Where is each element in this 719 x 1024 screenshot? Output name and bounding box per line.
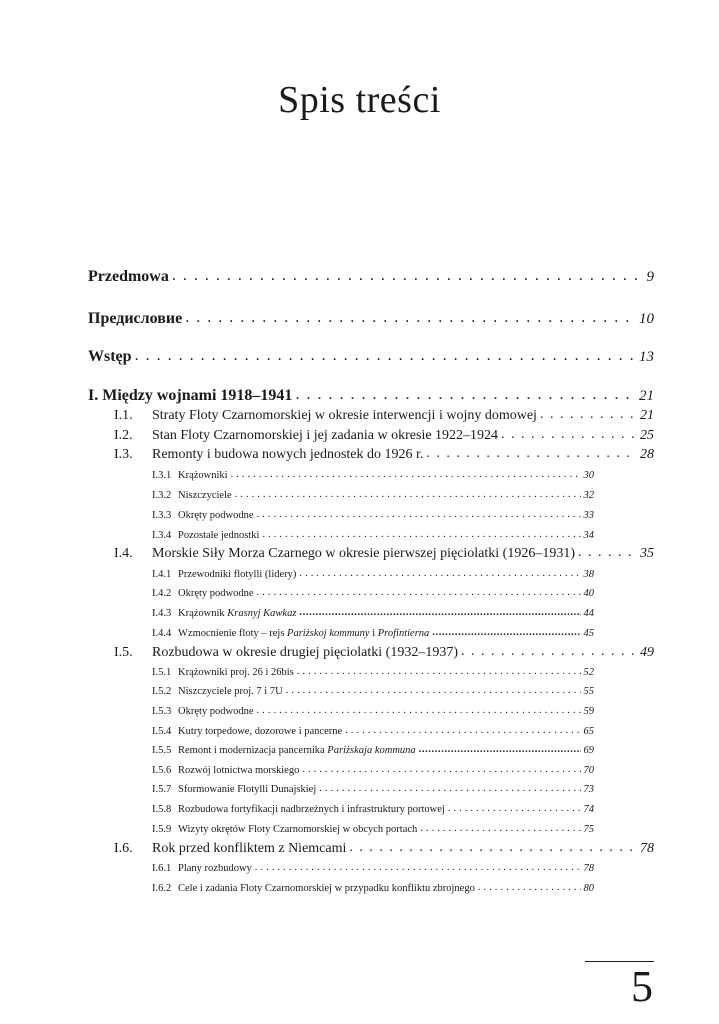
dot-leader <box>461 645 637 660</box>
toc-entry-page: 30 <box>583 470 594 481</box>
toc-entry-title: Niszczyciele <box>178 490 232 501</box>
toc-entry-subsection[interactable] <box>152 804 594 815</box>
toc-entry-page: 40 <box>583 588 594 599</box>
toc-entry-number: I.6. <box>114 841 133 856</box>
toc-entry-title: I. Między wojnami 1918–1941 <box>88 387 293 404</box>
toc-entry-page: 25 <box>640 428 654 443</box>
dot-leader <box>319 784 580 794</box>
toc-entry-subsection[interactable] <box>152 784 594 795</box>
toc-entry-title-mid: i <box>369 628 378 639</box>
toc-entry-title: Krążowniki <box>178 470 228 481</box>
toc-entry-page: 10 <box>639 311 654 327</box>
dot-leader <box>135 348 636 365</box>
toc-entry-number: I.5. <box>114 645 133 660</box>
page-number: 5 <box>631 962 653 1011</box>
toc-entry-subsection[interactable] <box>152 490 594 501</box>
toc-entry-subsection[interactable] <box>152 530 594 541</box>
toc-entry-number: I.5.2 <box>152 686 172 697</box>
toc-entry-section[interactable] <box>114 447 654 463</box>
dot-leader <box>262 530 580 540</box>
toc-entry-number: I.1. <box>114 408 133 423</box>
toc-entry-number: I.3.2 <box>152 490 172 501</box>
dot-leader <box>185 310 636 327</box>
toc-entry-chapter-1[interactable] <box>88 387 654 405</box>
toc-entry-subsection[interactable] <box>152 745 594 756</box>
toc-entry-title: Rozbudowa w okresie drugiej pięciolatki (1932–1937) <box>152 645 458 660</box>
toc-entry-page: 59 <box>583 706 594 717</box>
dot-leader <box>286 686 581 696</box>
toc-entry-page: 13 <box>639 349 654 365</box>
toc-entry-page: 73 <box>583 784 594 795</box>
toc-entry-title: Okręty podwodne <box>178 510 254 521</box>
toc-entry-number: I.5.9 <box>152 824 172 835</box>
toc-entry-subsection[interactable] <box>152 883 594 894</box>
toc-entry-page: 45 <box>583 628 594 639</box>
toc-entry-subsection[interactable] <box>152 863 594 874</box>
toc-entry-title-prefix: Krążownik <box>178 608 228 619</box>
toc-entry-subsection[interactable] <box>152 765 594 776</box>
toc-entry-number: I.3. <box>114 447 133 462</box>
toc-entry-number: I.6.2 <box>152 883 172 894</box>
toc-entry-page: 44 <box>583 608 594 619</box>
toc-entry-subsection[interactable] <box>152 628 594 639</box>
toc-entry-subsection[interactable] <box>152 726 594 737</box>
toc-entry-number: I.5.1 <box>152 667 172 678</box>
toc-entry-number: I.6.1 <box>152 863 172 874</box>
toc-entry-page: 78 <box>640 841 654 856</box>
toc-entry-page: 75 <box>583 824 594 835</box>
dot-leader <box>349 841 637 856</box>
toc-entry-title: Stan Floty Czarnomorskiej i jej zadania w okresie 1922–1924 <box>152 428 499 443</box>
toc-entry-title-italic: Pariżskoj kommuny <box>287 628 370 639</box>
toc-entry-title-prefix: Wzmocnienie floty – rejs <box>178 628 288 639</box>
toc-entry-number: I.4.3 <box>152 608 172 619</box>
toc-entry-title-italic: Pariżskaja kommuna <box>327 745 416 756</box>
toc-entry-title: Krążowniki proj. 26 i 26bis <box>178 667 294 678</box>
toc-entry-page: 65 <box>583 726 594 737</box>
toc-entry-title: Niszczyciele proj. 7 i 7U <box>178 686 283 697</box>
dot-leader <box>255 863 581 873</box>
toc-entry-page: 21 <box>639 388 654 404</box>
dot-leader <box>257 510 581 520</box>
toc-entry-page: 33 <box>583 510 594 521</box>
toc-entry-page: 80 <box>583 883 594 894</box>
page-title: Spis treści <box>278 79 441 121</box>
toc-entry-title: Rok przed konfliktem z Niemcami <box>152 841 347 856</box>
dot-leader <box>295 387 636 404</box>
toc-entry-number: I.5.4 <box>152 726 172 737</box>
toc-entry-title: Wizyty okrętów Floty Czarnomorskiej w obcych portach <box>178 824 418 835</box>
dot-leader <box>420 824 580 834</box>
toc-entry-title: Plany rozbudowy <box>178 863 252 874</box>
toc-entry-page: 52 <box>583 667 594 678</box>
toc-entry-title: Przewodniki flotylli (lidery) <box>178 569 297 580</box>
toc-entry-subsection[interactable] <box>152 686 594 697</box>
toc-entry-title: Rozbudowa fortyfikacji nadbrzeżnych i infrastruktury portowej <box>178 804 445 815</box>
toc-entry-page: 69 <box>583 745 594 756</box>
toc-entry-subsection[interactable] <box>152 470 594 481</box>
toc-entry-title: Morskie Siły Morza Czarnego w okresie pierwszej pięciolatki (1926–1931) <box>152 546 576 561</box>
dot-leader <box>419 745 581 755</box>
toc-entry-page: 49 <box>640 645 654 660</box>
toc-entry-title-italic: Krasnyj Kawkaz <box>227 608 297 619</box>
toc-entry-title: Przedmowa <box>88 268 169 285</box>
toc-entry-section[interactable] <box>114 408 654 424</box>
toc-entry-section[interactable] <box>114 546 654 562</box>
toc-entry-title: Straty Floty Czarnomorskiej w okresie interwencji i wojny domowej <box>152 408 537 423</box>
toc-entry-number: I.3.4 <box>152 530 172 541</box>
toc-entry-subsection[interactable] <box>152 569 594 580</box>
toc-entry-page: 38 <box>583 569 594 580</box>
toc-entry-number: I.4.4 <box>152 628 172 639</box>
toc-entry-section[interactable] <box>114 645 654 661</box>
toc-entry-title: Okręty podwodne <box>178 588 254 599</box>
dot-leader <box>432 628 580 638</box>
toc-entry-number: I.5.5 <box>152 745 172 756</box>
toc-entry-title: Wstęp <box>88 348 132 365</box>
toc-entry-section[interactable] <box>114 841 654 857</box>
toc-entry-section[interactable] <box>114 428 654 444</box>
toc-entry-page: 55 <box>583 686 594 697</box>
dot-leader <box>172 268 644 285</box>
toc-entry-predislovie[interactable] <box>88 310 654 328</box>
toc-entry-title <box>178 628 429 639</box>
toc-entry-number: I.3.1 <box>152 470 172 481</box>
toc-entry-number: I.4.1 <box>152 569 172 580</box>
toc-entry-page: 70 <box>583 765 594 776</box>
toc-entry-number: I.4. <box>114 546 133 561</box>
dot-leader <box>257 588 581 598</box>
toc-entry-subsection[interactable] <box>152 667 594 678</box>
dot-leader <box>478 883 581 893</box>
toc-entry-number: I.5.6 <box>152 765 172 776</box>
toc-entry-title-italic-2: Profintierna <box>377 628 430 639</box>
toc-entry-number: I.5.3 <box>152 706 172 717</box>
toc-entry-title: Sformowanie Flotylli Dunajskiej <box>178 784 317 795</box>
dot-leader <box>299 569 580 579</box>
toc-entry-number: I.5.8 <box>152 804 172 815</box>
toc-entry-number: I.5.7 <box>152 784 172 795</box>
toc-entry-title: Okręty podwodne <box>178 706 254 717</box>
toc-entry-title <box>178 745 416 756</box>
toc-entry-title-prefix: Remont i modernizacja pancernika <box>178 745 328 756</box>
toc-entry-title: Pozostałe jednostki <box>178 530 260 541</box>
dot-leader <box>540 408 637 423</box>
toc-entry-subsection[interactable] <box>152 588 594 599</box>
toc-entry-page: 74 <box>583 804 594 815</box>
dot-leader <box>426 447 637 462</box>
dot-leader <box>302 765 580 775</box>
toc-entry-title: Remonty i budowa nowych jednostek do 1926 r. <box>152 447 424 462</box>
toc-entry-page: 9 <box>646 269 654 285</box>
toc-entry-page: 34 <box>583 530 594 541</box>
dot-leader <box>299 608 580 618</box>
toc-entry-number: I.4.2 <box>152 588 172 599</box>
toc-entry-page: 21 <box>640 408 654 423</box>
toc-entry-subsection[interactable] <box>152 510 594 521</box>
toc-entry-number: I.2. <box>114 428 133 443</box>
toc-entry-przedmowa[interactable] <box>88 268 654 286</box>
toc-entry-title: Предисловие <box>88 310 183 327</box>
toc-entry-title: Kutry torpedowe, dozorowe i pancerne <box>178 726 343 737</box>
toc-entry-subsection[interactable] <box>152 608 594 619</box>
dot-leader <box>501 428 637 443</box>
toc-entry-subsection[interactable] <box>152 706 594 717</box>
dot-leader <box>235 490 581 500</box>
dot-leader <box>231 470 581 480</box>
toc-entry-number: I.3.3 <box>152 510 172 521</box>
dot-leader <box>345 726 580 736</box>
dot-leader <box>297 667 581 677</box>
toc-entry-page: 28 <box>640 447 654 462</box>
toc-entry-wstep[interactable] <box>88 348 654 366</box>
toc-entry-subsection[interactable] <box>152 824 594 835</box>
toc-entry-page: 32 <box>583 490 594 501</box>
toc-entry-title <box>178 608 296 619</box>
toc-entry-page: 35 <box>640 546 654 561</box>
dot-leader <box>257 706 581 716</box>
toc-entry-title: Cele i zadania Floty Czarnomorskiej w przypadku konfliktu zbrojnego <box>178 883 475 894</box>
dot-leader <box>448 804 581 814</box>
toc-entry-title: Rozwój lotnictwa morskiego <box>178 765 300 776</box>
toc-entry-page: 78 <box>583 863 594 874</box>
dot-leader <box>578 546 637 561</box>
